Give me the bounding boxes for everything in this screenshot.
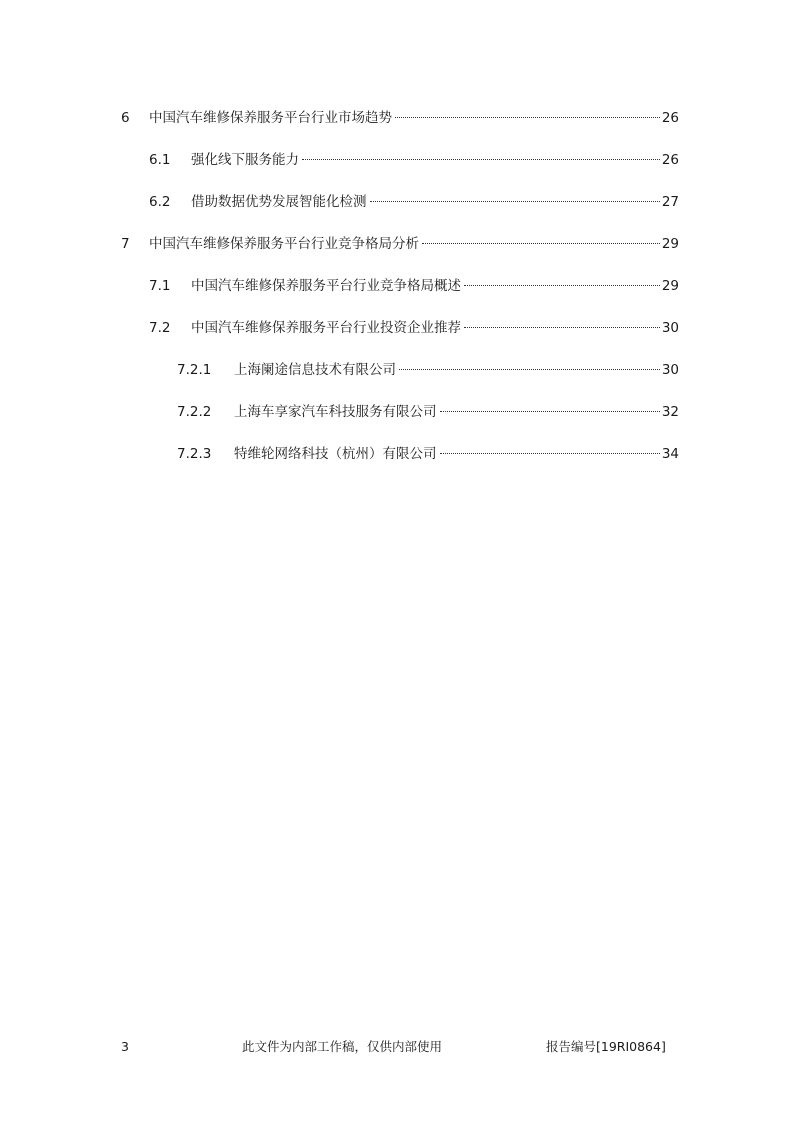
toc-entry-page: 26 (661, 110, 679, 126)
toc-entry-7[interactable] (121, 234, 679, 254)
toc-entry-title: 中国汽车维修保养服务平台行业竞争格局分析 (149, 236, 419, 252)
toc-entry-number: 7.2 (149, 320, 171, 336)
toc-entry-page: 34 (661, 446, 679, 462)
toc-entry-page: 29 (661, 278, 679, 294)
toc-dot-leader (395, 117, 660, 118)
toc-entry-page: 29 (661, 236, 679, 252)
toc-entry-page: 32 (661, 404, 679, 420)
toc-entry-page: 26 (661, 152, 679, 168)
toc-entry-number: 7 (121, 236, 130, 252)
toc-dot-leader (399, 369, 660, 370)
toc-entry-number: 7.2.2 (177, 404, 212, 420)
toc-entry-title: 中国汽车维修保养服务平台行业竞争格局概述 (191, 278, 461, 294)
toc-entry-7-2-1[interactable] (177, 360, 679, 380)
toc-entry-title: 借助数据优势发展智能化检测 (191, 194, 367, 210)
toc-dot-leader (440, 453, 660, 454)
toc-entry-title: 特维轮网络科技（杭州）有限公司 (234, 446, 437, 462)
toc-dot-leader (302, 159, 660, 160)
toc-entry-title: 中国汽车维修保养服务平台行业投资企业推荐 (191, 320, 461, 336)
toc-entry-7-2-3[interactable] (177, 444, 679, 464)
page-footer (0, 1037, 800, 1057)
toc-entry-title: 中国汽车维修保养服务平台行业市场趋势 (149, 110, 392, 126)
toc-entry-page: 30 (661, 320, 679, 336)
toc-entry-number: 6.1 (149, 152, 171, 168)
toc-dot-leader (422, 243, 660, 244)
toc-entry-number: 7.2.3 (177, 446, 212, 462)
footer-confidential-notice: 此文件为内部工作稿，仅供内部使用 (242, 1039, 443, 1054)
footer-report-id: 报告编号[19RI0864] (546, 1039, 666, 1054)
toc-entry-7-1[interactable] (149, 276, 679, 296)
toc-entry-7-2-2[interactable] (177, 402, 679, 422)
toc-entry-number: 6.2 (149, 194, 171, 210)
toc-entry-6-2[interactable] (149, 192, 679, 212)
toc-entry-7-2[interactable] (149, 318, 679, 338)
toc-entry-number: 7.2.1 (177, 362, 212, 378)
toc-dot-leader (440, 411, 660, 412)
toc-entry-title: 上海车享家汽车科技服务有限公司 (234, 404, 437, 420)
toc-entry-number: 6 (121, 110, 130, 126)
toc-dot-leader (464, 327, 660, 328)
footer-page-number: 3 (121, 1039, 129, 1054)
toc-entry-title: 强化线下服务能力 (191, 152, 299, 168)
toc-entry-page: 27 (661, 194, 679, 210)
toc-dot-leader (464, 285, 660, 286)
toc-entry-page: 30 (661, 362, 679, 378)
toc-entry-title: 上海阑途信息技术有限公司 (234, 362, 396, 378)
toc-entry-6-1[interactable] (149, 150, 679, 170)
toc-entry-number: 7.1 (149, 278, 171, 294)
toc-dot-leader (370, 201, 660, 202)
toc-entry-6[interactable] (121, 108, 679, 128)
